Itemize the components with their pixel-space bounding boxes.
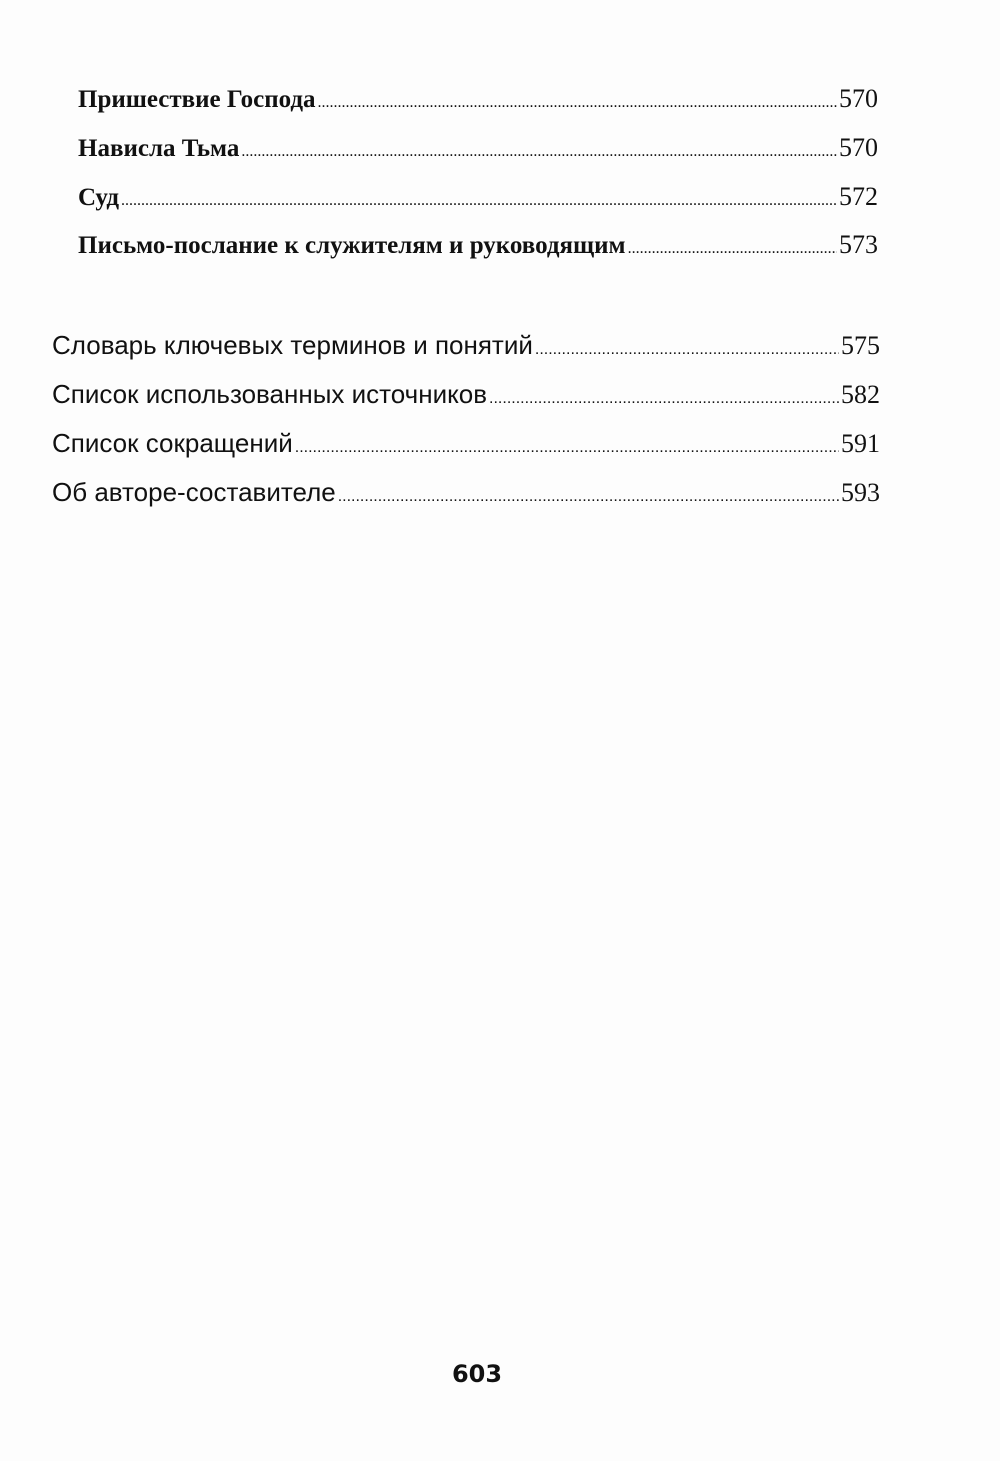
toc-entry-page: 570 xyxy=(839,133,878,162)
toc-dot-leader xyxy=(489,379,839,410)
page-number: 603 xyxy=(451,1360,503,1388)
toc-dot-leader xyxy=(241,135,837,163)
toc-entry-title: Суд xyxy=(78,184,120,211)
toc-entry-title: Об авторе-составителе xyxy=(52,477,336,507)
toc-entry xyxy=(78,182,878,212)
toc-entry-page: 570 xyxy=(839,84,878,113)
toc-entry-title: Нависла Тьма xyxy=(78,135,240,162)
toc-entry-title: Словарь ключевых терминов и понятий xyxy=(52,330,533,360)
toc-entry-page: 572 xyxy=(839,182,878,211)
toc-entry-title: Письмо-послание к служителям и руководящим xyxy=(78,232,626,259)
toc-entry xyxy=(78,133,878,163)
toc-dot-leader xyxy=(121,184,837,212)
toc-dot-leader xyxy=(535,330,839,361)
toc-entry-page: 593 xyxy=(841,478,880,507)
toc-entry xyxy=(78,230,878,260)
toc-entry xyxy=(52,477,880,508)
toc-entry xyxy=(52,428,880,459)
toc-dot-leader xyxy=(318,86,837,114)
toc-dot-leader xyxy=(338,477,839,508)
toc-entry-page: 573 xyxy=(839,230,878,259)
toc-entry-title: Список сокращений xyxy=(52,428,293,458)
toc-dot-leader xyxy=(295,428,839,459)
toc-entry-title: Список использованных источников xyxy=(52,379,488,409)
toc-entry-page: 591 xyxy=(841,429,880,458)
toc-dot-leader xyxy=(628,232,837,260)
toc-entry xyxy=(52,330,880,361)
toc-entry xyxy=(78,84,878,114)
toc-entry-page: 582 xyxy=(841,380,880,409)
toc-entry-title: Пришествие Господа xyxy=(78,86,316,113)
toc-entry-page: 575 xyxy=(841,331,880,360)
toc-entry xyxy=(52,379,880,410)
